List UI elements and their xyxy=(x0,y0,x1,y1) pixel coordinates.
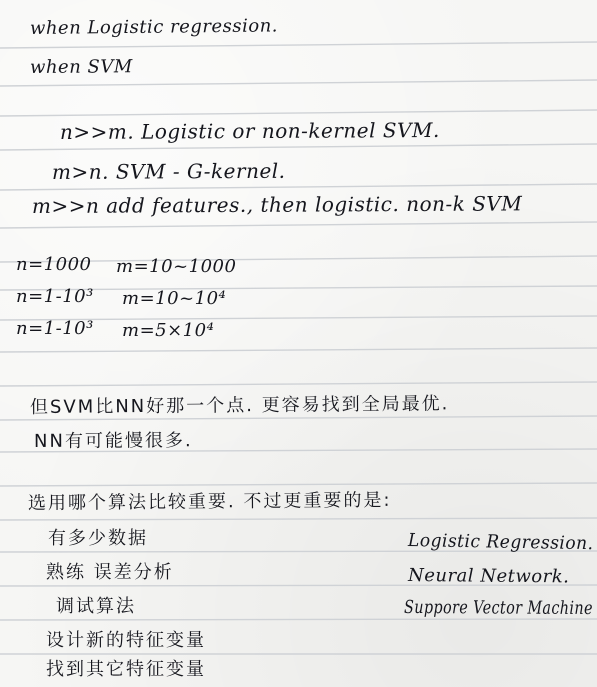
note-rule-n-much-greater-m: n>>m. Logistic or non-kernel SVM. xyxy=(59,118,440,144)
note-rule-m-much-greater-n: m>>n add features., then logistic. non-k SVM xyxy=(31,191,523,218)
note-example-2-n: n=1-10³ xyxy=(16,286,94,307)
note-algo-svm: Suppore Vector Machine xyxy=(403,597,594,619)
note-example-1-n: n=1000 xyxy=(16,254,92,275)
note-cn-how-much-data: 有多少数据 xyxy=(48,528,148,549)
note-cn-nn-slow: NN有可能慢很多. xyxy=(33,430,193,452)
note-cn-choose-algorithm: 选用哪个算法比较重要. 不过更重要的是: xyxy=(27,489,392,514)
note-when-svm: when SVM xyxy=(29,56,133,78)
note-cn-find-features: 找到其它特征变量 xyxy=(46,659,206,680)
note-example-1-m: m=10~1000 xyxy=(116,256,237,277)
note-algo-neural-network: Neural Network. xyxy=(407,565,570,588)
note-cn-svm-vs-nn: 但SVM比NN好那一个点. 更容易找到全局最优. xyxy=(29,393,450,418)
note-cn-error-analysis: 熟练 误差分析 xyxy=(46,562,174,583)
note-algo-logistic-regression: Logistic Regression. xyxy=(407,530,594,555)
note-example-3-n: n=1-10³ xyxy=(16,318,94,339)
note-cn-debug-algorithm: 调试算法 xyxy=(56,596,136,617)
note-example-2-m: m=10~10⁴ xyxy=(122,288,227,309)
note-cn-design-features: 设计新的特征变量 xyxy=(46,630,206,651)
note-example-3-m: m=5×10⁴ xyxy=(122,320,215,341)
note-rule-m-greater-n: m>n. SVM - G-kernel. xyxy=(51,158,286,184)
note-when-logistic: when Logistic regression. xyxy=(29,15,279,39)
